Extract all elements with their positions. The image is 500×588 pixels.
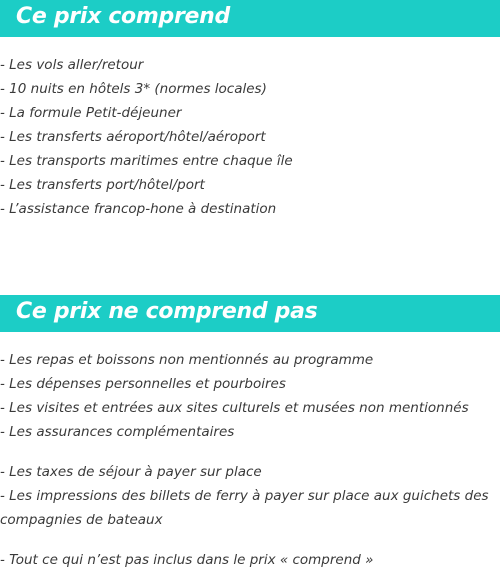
list-item: - Tout ce qui n’est pas inclus dans le prix « comprend » (0, 552, 374, 568)
list-item: - Les assurances complémentaires (0, 424, 235, 440)
list-item: - Les dépenses personnelles et pourboires (0, 376, 286, 392)
includes-header (0, 0, 500, 37)
list-item: - Les impressions des billets de ferry à payer sur place aux guichets des (0, 488, 489, 504)
excludes-header (0, 295, 500, 332)
list-item: - Les vols aller/retour (0, 57, 144, 73)
list-item: - Les transferts aéroport/hôtel/aéroport (0, 129, 266, 145)
list-item: - Les transferts port/hôtel/port (0, 177, 205, 193)
includes-title: Ce prix comprend (16, 4, 230, 29)
list-item: - Les visites et entrées aux sites culturels et musées non mentionnés (0, 400, 469, 416)
list-spacer (0, 444, 500, 460)
list-item: - L’assistance francop-hone à destination (0, 201, 277, 217)
list-item: - 10 nuits en hôtels 3* (normes locales) (0, 81, 267, 97)
list-item: - La formule Petit-déjeuner (0, 105, 182, 121)
list-item: - Les transports maritimes entre chaque île (0, 153, 293, 169)
list-item: - Les taxes de séjour à payer sur place (0, 464, 262, 480)
excludes-list (0, 348, 500, 572)
list-spacer (0, 532, 500, 548)
list-item-continuation: compagnies de bateaux (0, 512, 163, 528)
list-item: - Les repas et boissons non mentionnés au programme (0, 352, 374, 368)
includes-list (0, 53, 500, 221)
excludes-title: Ce prix ne comprend pas (16, 299, 318, 324)
